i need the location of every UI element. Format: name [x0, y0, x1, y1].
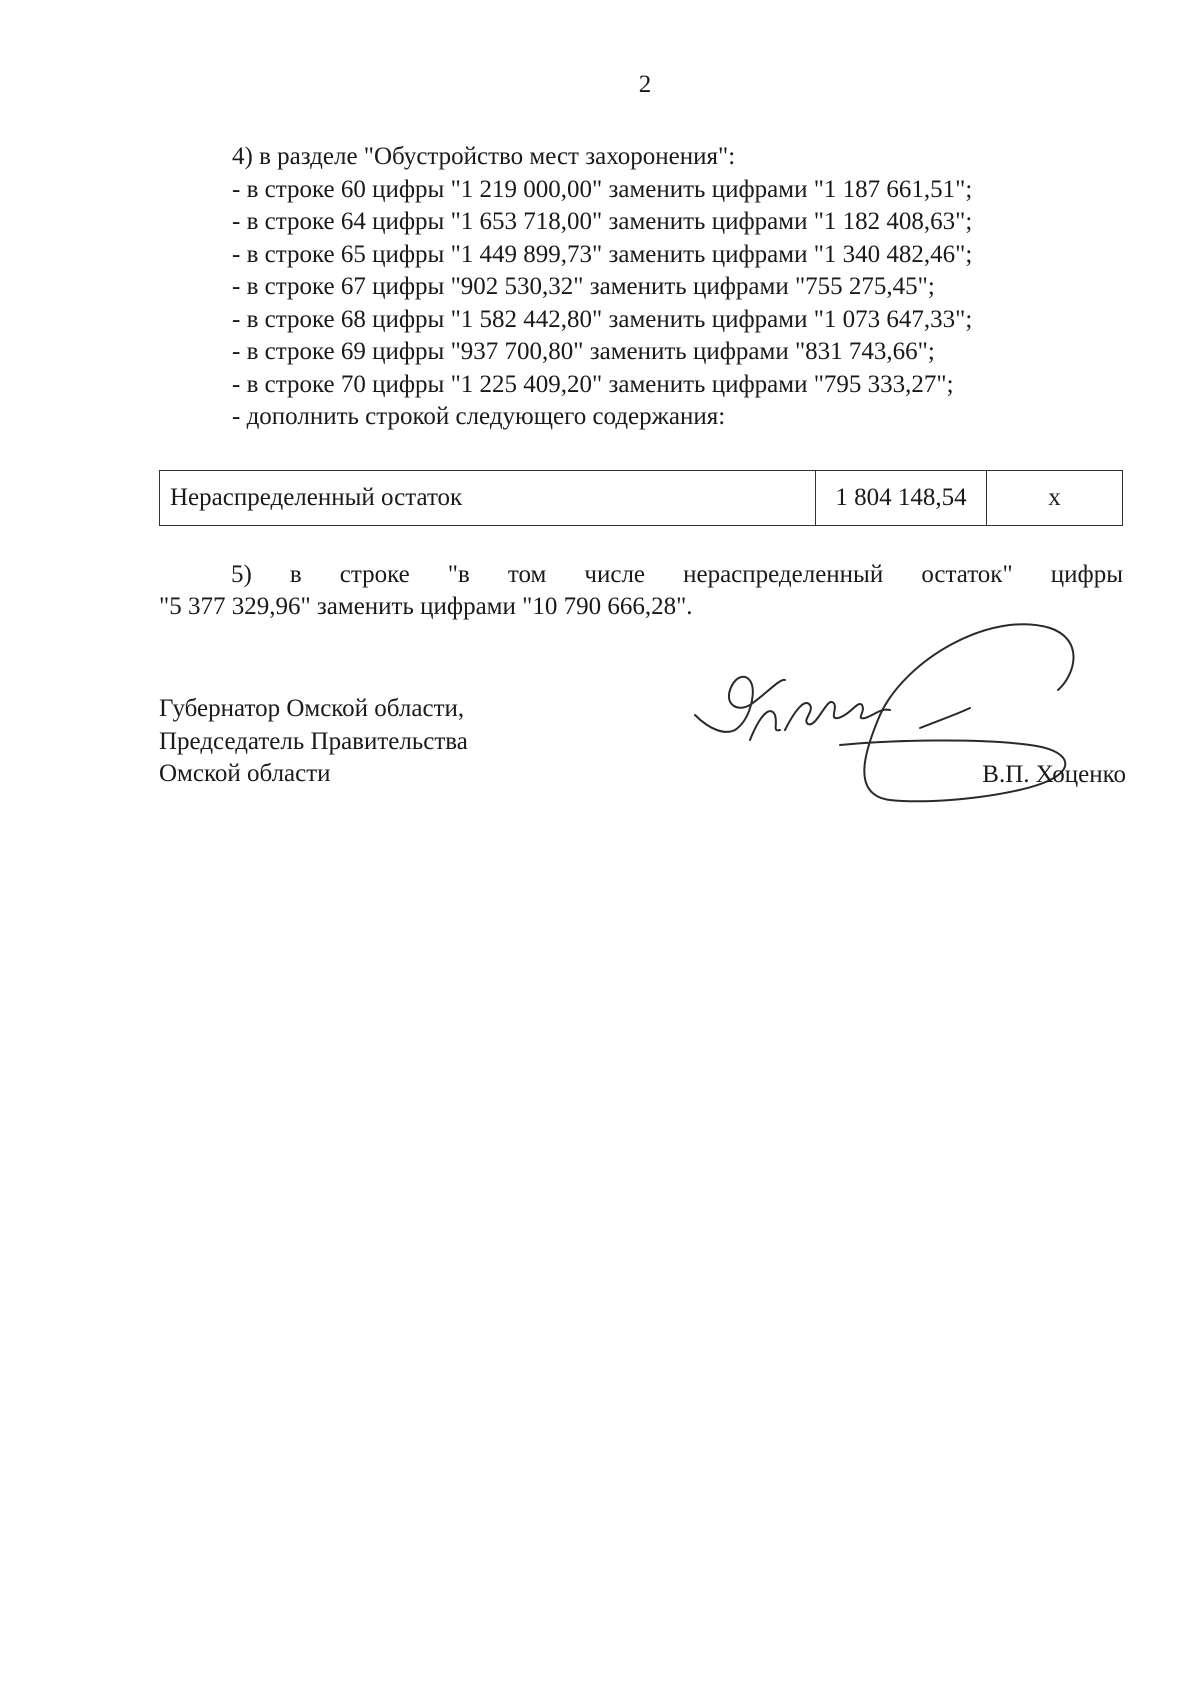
amendment-line: - в строке 70 цифры "1 225 409,20" заменить цифрами "795 333,27"; [232, 370, 954, 398]
signatory-title-line: Омской области [159, 760, 331, 787]
amendment-line: - в строке 67 цифры "902 530,32" заменить цифрами "755 275,45"; [232, 273, 935, 300]
signatory-title-line: Председатель Правительства [159, 727, 468, 755]
signer-name: В.П. Хоценко [982, 761, 1126, 788]
page-number: 2 [638, 71, 652, 98]
table-cell-name: Нераспределенный остаток [160, 471, 816, 526]
table-row [160, 471, 1123, 526]
item-5-line-2: "5 377 329,96" заменить цифрами "10 790 666,28". [159, 593, 693, 620]
table-cell-value: 1 804 148,54 [816, 471, 987, 526]
amendment-line: - в строке 69 цифры "937 700,80" заменить цифрами "831 743,66"; [232, 338, 935, 365]
item-4-heading: 4) в разделе "Обустройство мест захоронения": [232, 143, 736, 170]
signatory-title [159, 693, 579, 791]
remainder-table [159, 470, 1123, 526]
item-5-section [159, 559, 1123, 623]
item-4-section [232, 141, 1132, 434]
amendment-line: - в строке 60 цифры "1 219 000,00" заменить цифрами "1 187 661,51"; [232, 175, 973, 203]
amendment-line: - в строке 68 цифры "1 582 442,80" заменить цифрами "1 073 647,33"; [232, 305, 973, 333]
amendment-line: - в строке 65 цифры "1 449 899,73" заменить цифрами "1 340 482,46"; [232, 240, 973, 268]
amendment-line: - дополнить строкой следующего содержания: [232, 403, 726, 430]
table-cell-mark: x [987, 471, 1123, 526]
amendment-line: - в строке 64 цифры "1 653 718,00" заменить цифрами "1 182 408,63"; [232, 208, 973, 235]
item-5-line-1: 5) в строке "в том числе нераспределенный остаток" цифры [231, 561, 1123, 588]
signatory-title-line: Губернатор Омской области, [159, 695, 465, 722]
